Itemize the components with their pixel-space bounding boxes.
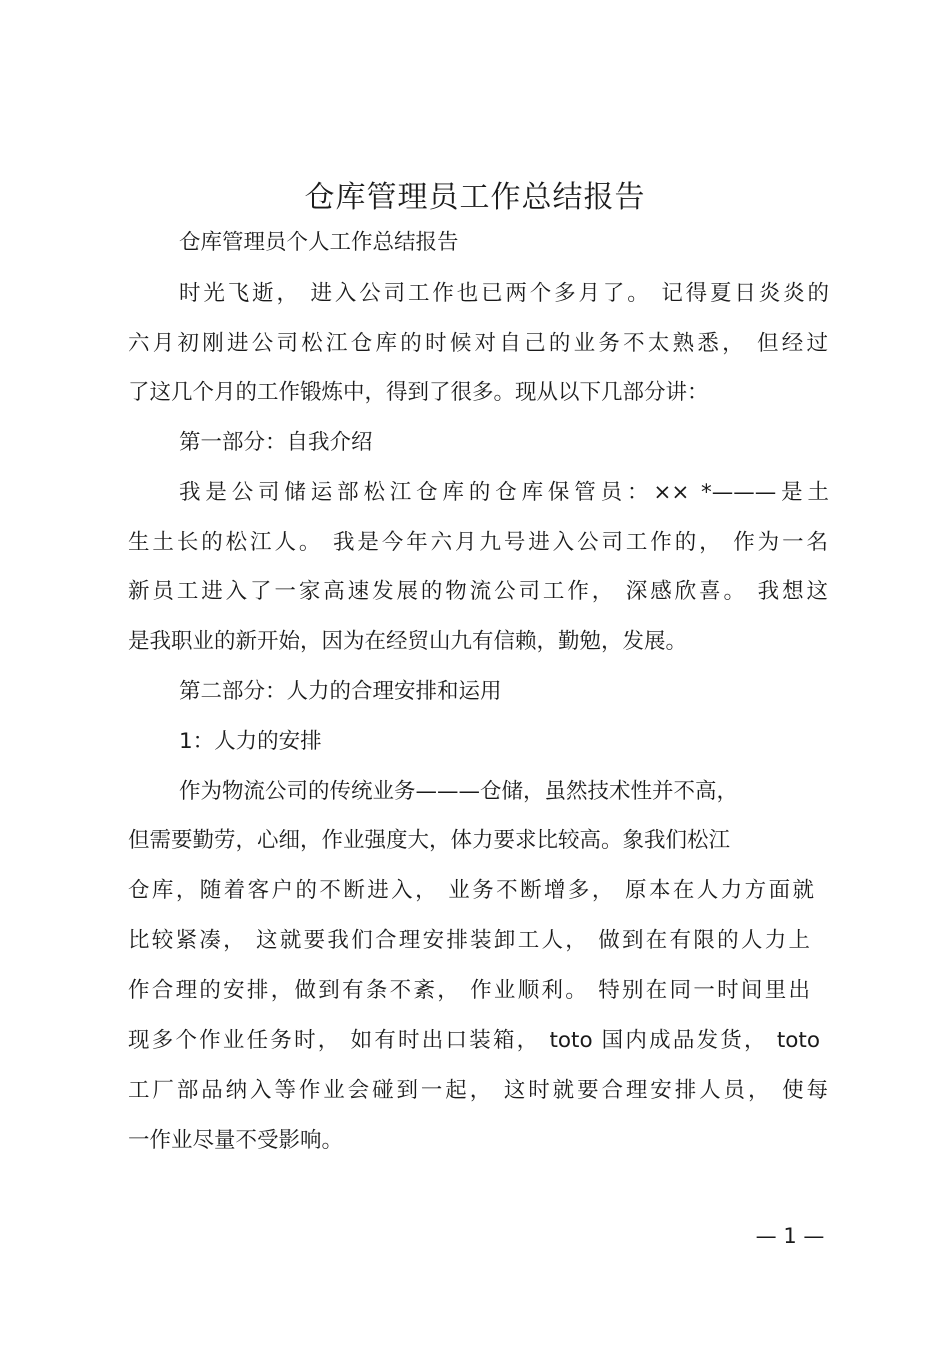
paragraph-line: 六月初刚进公司松江仓库的时候对自己的业务不太熟悉， 但经过: [128, 331, 828, 356]
subsection-heading: 1：人力的安排: [179, 729, 322, 754]
paragraph-line: 新员工进入了一家高速发展的物流公司工作， 深感欣喜。 我想这: [128, 579, 828, 604]
document-title: 仓库管理员工作总结报告: [304, 180, 646, 215]
paragraph-line: 了这几个月的工作锻炼中，得到了很多。现从以下几部分讲：: [128, 380, 709, 405]
page-number: — 1 —: [755, 1224, 825, 1248]
paragraph-line: 时光飞逝， 进入公司工作也已两个多月了。 记得夏日炎炎的: [179, 281, 829, 306]
paragraph-line: 现多个作业任务时， 如有时出口装箱， toto 国内成品发货， toto: [128, 1028, 820, 1053]
paragraph-line: 工厂部品纳入等作业会碰到一起， 这时就要合理安排人员， 使每: [128, 1078, 828, 1103]
paragraph-line: 生土长的松江人。 我是今年六月九号进入公司工作的， 作为一名: [128, 530, 828, 555]
section-heading: 第二部分：人力的合理安排和运用: [179, 679, 502, 704]
section-heading: 第一部分：自我介绍: [179, 430, 373, 455]
document-subtitle: 仓库管理员个人工作总结报告: [179, 230, 459, 255]
paragraph-line: 一作业尽量不受影响。: [128, 1128, 344, 1153]
paragraph-line: 比较紧凑， 这就要我们合理安排装卸工人， 做到在有限的人力上: [128, 928, 810, 953]
paragraph-line: 仓库，随着客户的不断进入， 业务不断增多， 原本在人力方面就: [128, 878, 814, 903]
paragraph-line: 作为物流公司的传统业务———仓储，虽然技术性并不高，: [179, 779, 739, 804]
paragraph-line: 但需要勤劳，心细，作业强度大，体力要求比较高。象我们松江: [128, 828, 731, 853]
paragraph-line: 是我职业的新开始，因为在经贸山九有信赖，勤勉，发展。: [128, 629, 688, 654]
paragraph-line: 作合理的安排，做到有条不紊， 作业顺利。 特别在同一时间里出: [128, 978, 810, 1003]
paragraph-line: 我是公司储运部松江仓库的仓库保管员：×× *———是土: [179, 480, 829, 505]
